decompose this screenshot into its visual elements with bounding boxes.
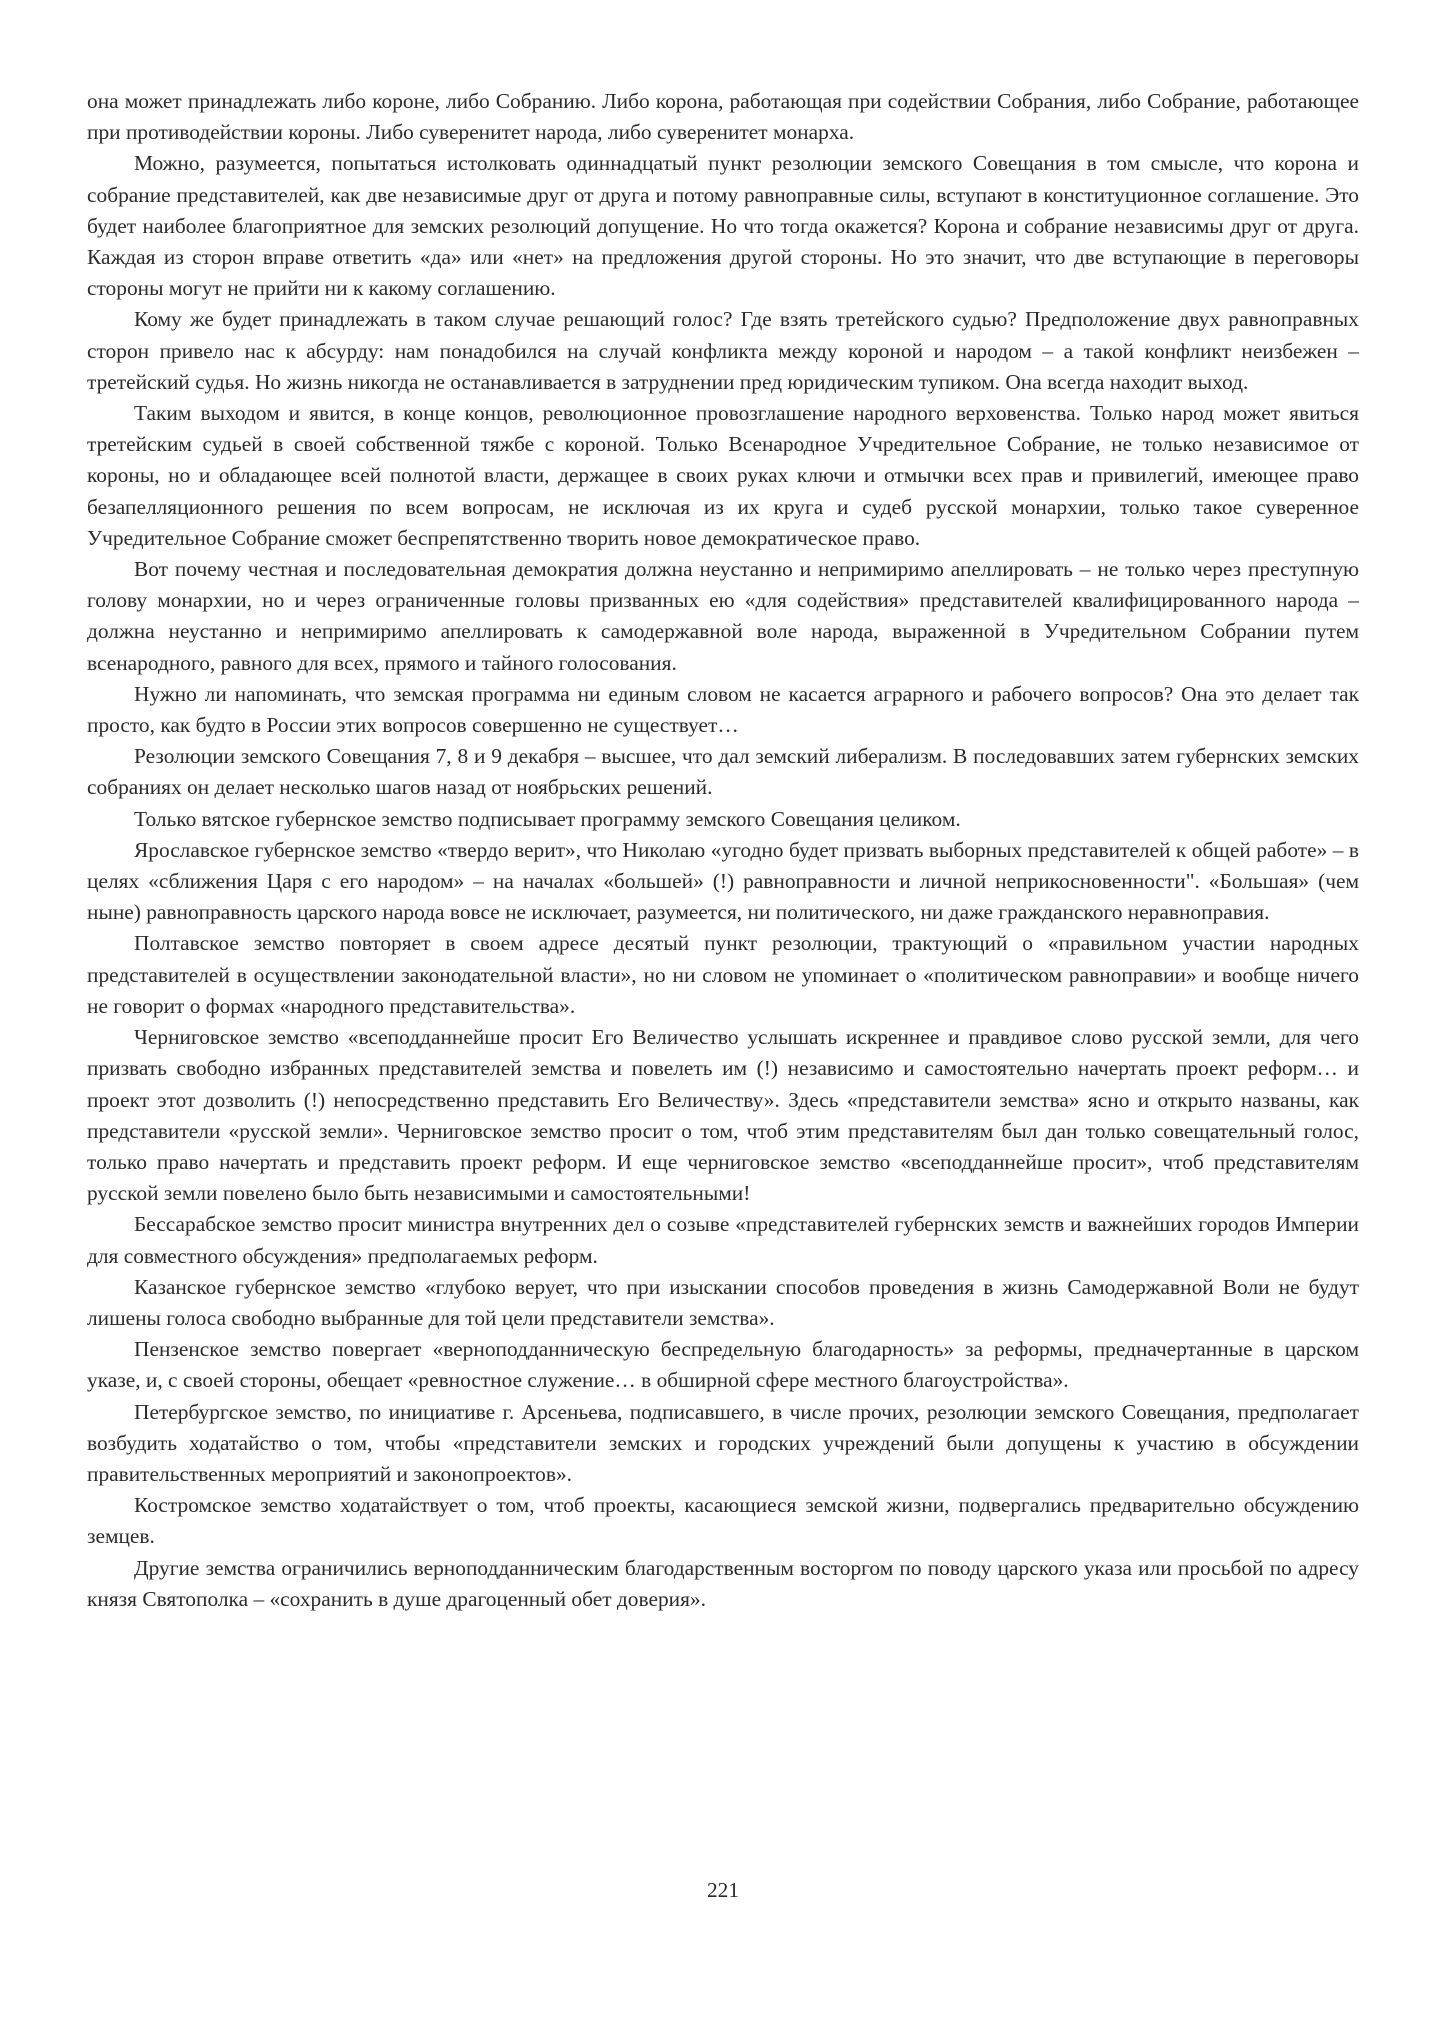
paragraph-bessarabia-zemstvo: Бессарабское земство просит министра внутренних дел о созыве «представителей губернских земств и важнейших городов Империи для совместного обсуждения» предполагаемых реформ. [87, 1212, 1359, 1268]
paragraph-constitutional-agreement: Можно, разумеется, попытаться истолковать одиннадцатый пункт резолюции земского Совещания в том смысле, что корона и собрание представителей, как две независимые друг от друга и потому равноправные силы, вступают в конституционное соглашение. Это будет наиболее благоприятное для земских резолюций допущение. Но что тогда окажется? Корона и собрание независимы друг от друга. Каждая из сторон вправе ответить «да» или «нет» на предложения другой стороны. Но это значит, что две вступающие в переговоры стороны могут не прийти ни к какому соглашению. [87, 151, 1359, 301]
paragraph-kazan-zemstvo: Казанское губернское земство «глубоко верует, что при изыскании способов проведения в жизнь Самодержавной Воли не будут лишены голоса свободно выбранные для той цели представители земства». [87, 1274, 1359, 1330]
paragraph-petersburg-zemstvo: Петербургское земство, по инициативе г. Арсеньева, подписавшего, в числе прочих, резолюции земского Совещания, предполагает возбудить ходатайство о том, чтобы «представители земских и городских учреждений были допущены к участию в обсуждении правительственных мероприятий и законопроектов». [87, 1399, 1359, 1486]
paragraph-people-sovereignty: Таким выходом и явится, в конце концов, революционное провозглашение народного верховенства. Только народ может явиться третейским судьей в своей собственной тяжбе с короной. Только Всенародное Учредительное Собрание, не только независимое от короны, но и обладающее всей полнотой власти, держащее в своих руках ключи и отмычки всех прав и привилегий, имеющее право безапелляционного решения по всем вопросам, не исключая из их круга и судеб русской монархии, только такое суверенное Учредительное Собрание сможет беспрепятственно творить новое демократическое право. [87, 401, 1359, 550]
page-body [87, 86, 1359, 1615]
paragraph-yaroslavl-zemstvo: Ярославское губернское земство «твердо верит», что Николаю «угодно будет призвать выборных представителей к общей работе» – в целях «сближения Царя с его народом» – на началах «большей» (!) равноправности и личной неприкосновенности". «Большая» (чем ныне) равноправность царского народа вовсе не исключает, разумеется, ни политического, ни даже гражданского неравноправия. [87, 837, 1359, 925]
paragraph-vyatka-zemstvo: Только вятское губернское земство подписывает программу земского Совещания целиком. [134, 806, 961, 831]
paragraph-democracy-appeal: Вот почему честная и последовательная демократия должна неустанно и непримиримо апеллировать – не только через преступную голову монархии, но и через ограниченные головы призванных ею «для содействия» представителей квалифицированного народа – должна неустанно и непримиримо апеллировать к самодержавной воле народа, выраженной в Учредительном Собрании путем всенародного, равного для всех, прямого и тайного голосования. [87, 557, 1359, 675]
paragraph-other-zemstvos: Другие земства ограничились верноподданническим благодарственным восторгом по поводу царского указа или просьбой по адресу князя Святополка – «сохранить в душе драгоценный обет доверия». [87, 1555, 1359, 1611]
paragraph-penza-zemstvo: Пензенское земство повергает «верноподданническую беспредельную благодарность» за реформы, предначертанные в царском указе, и, с своей стороны, обещает «ревностное служение… в обширной сфере местного благоустройства». [87, 1337, 1359, 1393]
paragraph-december-resolutions: Резолюции земского Совещания 7, 8 и 9 декабря – высшее, что дал земский либерализм. В последовавших затем губернских земских собраниях он делает несколько шагов назад от ноябрьских решений. [87, 744, 1359, 800]
paragraph-arbiter: Кому же будет принадлежать в таком случае решающий голос? Где взять третейского судью? Предположение двух равноправных сторон привело нас к абсурду: нам понадобился на случай конфликта между короной и народом – а такой конфликт неизбежен – третейский судья. Но жизнь никогда не останавливается в затруднении пред юридическим тупиком. Она всегда находит выход. [87, 307, 1359, 394]
paragraph-continuation: она может принадлежать либо короне, либо Собранию. Либо корона, работающая при содействии Собрания, либо Собрание, работающее при противодействии короны. Либо суверенитет народа, либо суверенитет монарха. [87, 89, 1359, 145]
page-number: 221 [706, 1878, 740, 1902]
paragraph-chernigov-zemstvo: Черниговское земство «всеподданнейше просит Его Величество услышать искреннее и правдивое слово русской земли, для чего призвать свободно избранных представителей земства и повелеть им (!) независимо и самостоятельно начертать проект реформ… и проект этот дозволить (!) непосредственно представить Его Величеству». Здесь «представители земства» ясно и открыто названы, как представители «русской земли». Черниговское земство просит о том, чтоб этим представителям был дан только совещательный голос, только право начертать и представить проект реформ. И еще черниговское земство «всеподданнейше просит», чтоб представителям русской земли повелено было быть независимыми и самостоятельными! [87, 1025, 1359, 1206]
paragraph-poltava-zemstvo: Полтавское земство повторяет в своем адресе десятый пункт резолюции, трактующий о «правильном участии народных представителей в осуществлении законодательной власти», но ни словом не упоминает о «политическом равноправии» и вообще ничего не говорит о формах «народного представительства». [87, 931, 1359, 1018]
paragraph-kostroma-zemstvo: Костромское земство ходатайствует о том, чтоб проекты, касающиеся земской жизни, подвергались предварительно обсуждению земцев. [87, 1493, 1359, 1549]
paragraph-agrarian-question: Нужно ли напоминать, что земская программа ни единым словом не касается аграрного и рабочего вопросов? Она это делает так просто, как будто в России этих вопросов совершенно не существует… [87, 681, 1359, 738]
